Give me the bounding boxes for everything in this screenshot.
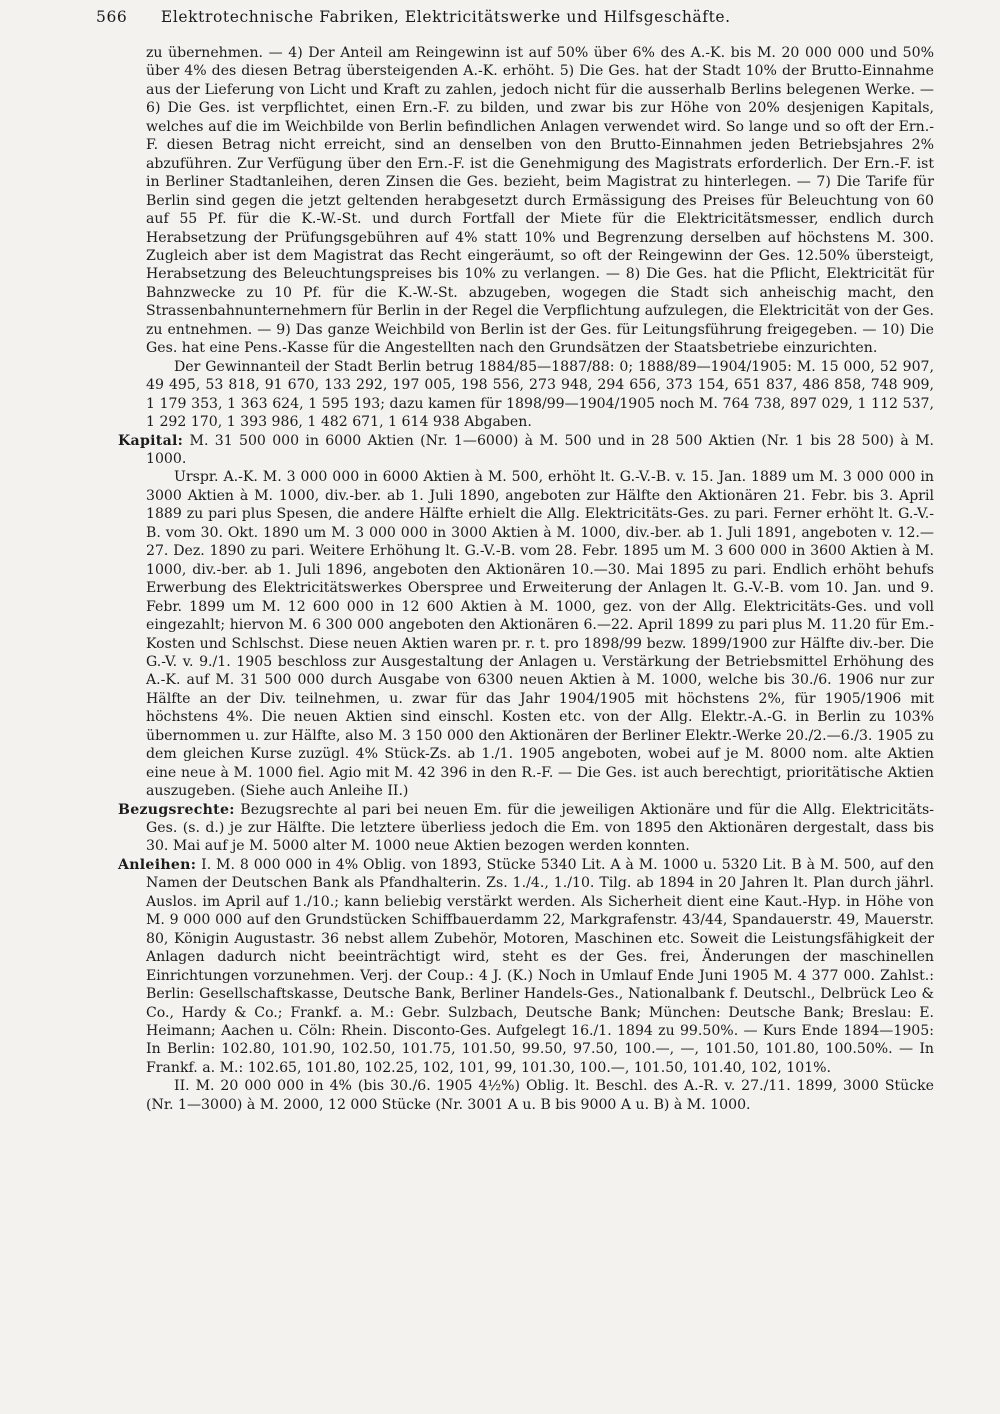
section-heading-bezugsrechte: Bezugsrechte: <box>118 801 235 818</box>
paragraph-text: Der Gewinnanteil der Stadt Berlin betrug 1884/85—1887/88: 0; 1888/89—1904/1905: M. 15 000, 52 907, 49 495, 53 818, 91 670, 133 292, 197 005, 198 556, 273 948, 294 656, 373 154, 651 837, 486 858, 748 909, 1 179 353, 1 363 624, 1 595 193; dazu kamen für 1898/99—1904/1905 noch M. 764 738, 897 029, 1 112 537, 1 292 170, 1 393 986, 1 482 671, 1 614 938 Abgaben. <box>146 358 934 431</box>
paragraph-anleihen <box>118 856 934 1077</box>
paragraph-bezugsrechte <box>118 801 934 856</box>
running-title: Elektrotechnische Fabriken, Elektricitätswerke und Hilfsgeschäfte. <box>160 8 731 26</box>
paragraph-text: I. M. 8 000 000 in 4% Oblig. von 1893, Stücke 5340 Lit. A à M. 1000 u. 5320 Lit. B à M. 500, auf den Namen der Deutschen Bank als Pfandhalterin. Zs. 1./4., 1./10. Tilg. ab 1894 in 20 Jahren lt. Plan durch jährl. Auslos. im April auf 1./10.; kann beliebig verstärkt werden. Als Sicherheit dient eine Kaut.-Hyp. in Höhe von M. 9 000 000 auf den Grundstücken Schiffbauerdamm 22, Markgrafenstr. 43/44, Spandauerstr. 49, Mauerstr. 80, Königin Augustastr. 36 nebst allem Zubehör, Motoren, Maschinen etc. Soweit die Leistungsfähigkeit der Anlagen dadurch nicht beeinträchtigt wird, steht es der Ges. frei, Änderungen der maschinellen Einrichtungen vorzunehmen. Verj. der Coup.: 4 J. (K.) Noch in Umlauf Ende Juni 1905 M. 4 377 000. Zahlst.: Berlin: Gesellschaftskasse, Deutsche Bank, Berliner Handels-Ges., Nationalbank f. Deutschl., Delbrück Leo & Co., Hardy & Co.; Frankf. a. M.: Gebr. Sulzbach, Deutsche Bank; München: Deutsche Bank; Breslau: E. Heimann; Aachen u. Cöln: Rhein. Disconto-Ges. Aufgelegt 16./1. 1894 zu 99.50%. — Kurs Ende 1894—1905: In Berlin: 102.80, 101.90, 102.50, 101.75, 101.50, 99.50, 97.50, 100.—, —, 101.50, 101.80, 100.50%. — In Frankf. a. M.: 102.65, 101.80, 102.25, 102, 101, 99, 101.30, 100.—, 101.50, 101.40, 102, 101%. <box>146 856 934 1076</box>
paragraph-text: II. M. 20 000 000 in 4% (bis 30./6. 1905 4½%) Oblig. lt. Beschl. des A.-R. v. 27./11. 1899, 3000 Stücke (Nr. 1—3000) à M. 2000, 12 000 Stücke (Nr. 3001 A u. B bis 9000 A u. B) à M. 1000. <box>146 1078 934 1113</box>
paragraph-capital-history <box>118 468 934 800</box>
text-body <box>118 44 934 1114</box>
running-header <box>96 8 976 26</box>
paragraph-text: zu übernehmen. — 4) Der Anteil am Reingewinn ist auf 50% über 6% des A.-K. bis M. 20 000 000 und 50% über 4% des diesen Betrag übersteigenden A.-K. erhöht. 5) Die Ges. hat der Stadt 10% der Brutto-Einnahme aus der Lieferung von Licht und Kraft zu zahlen, jedoch nicht für die ausserhalb Berlins belegenen Werke. — 6) Die Ges. ist verpflichtet, einen Ern.-F. zu bilden, und zwar bis zur Höhe von 20% desjenigen Kapitals, welches auf die im Weichbilde von Berlin befindlichen Anlagen verwendet wird. So lange und so oft der Ern.-F. diesen Betrag nicht erreicht, sind an denselben von den Brutto-Einnahmen jeden Betriebsjahres 2% abzuführen. Zur Verfügung über den Ern.-F. ist die Genehmigung des Magistrats erforderlich. Der Ern.-F. ist in Berliner Stadtanleihen, deren Zinsen die Ges. bezieht, beim Magistrat zu hinterlegen. — 7) Die Tarife für Berlin sind gegen die jetzt geltenden herabgesetzt durch Ermässigung des Preises für Beleuchtung von 60 auf 55 Pf. für die K.-W.-St. und durch Fortfall der Miete für die Elektricitätsmesser, endlich durch Herabsetzung der Prüfungsgebühren auf 4% statt 10% und Begrenzung derselben auf höchstens M. 300. Zugleich aber ist dem Magistrat das Recht eingeräumt, so oft der Reingewinn der Ges. 12.50% übersteigt, Herabsetzung des Beleuchtungspreises bis 10% zu verlangen. — 8) Die Ges. hat die Pflicht, Elektricität für Bahnzwecke zu 10 Pf. für die K.-W.-St. abzugeben, wogegen die Stadt sich anheischig macht, den Strassenbahnunternehmern für Berlin in der Regel die Verpflichtung aufzulegen, die Elektricität von der Ges. zu entnehmen. — 9) Das ganze Weichbild von Berlin ist der Ges. für Leitungsführung freigegeben. — 10) Die Ges. hat eine Pens.-Kasse für die Angestellten nach den Grundsätzen der Staatsbetriebe einzurichten. <box>146 45 934 357</box>
page-number: 566 <box>96 8 128 26</box>
paragraph-anleihe-ii <box>118 1077 934 1114</box>
section-heading-kapital: Kapital: <box>118 432 184 449</box>
paragraph-kapital <box>118 432 934 469</box>
section-heading-anleihen: Anleihen: <box>118 856 197 873</box>
paragraph-city-profit-share <box>118 358 934 432</box>
paragraph-text: M. 31 500 000 in 6000 Aktien (Nr. 1—6000) à M. 500 und in 28 500 Aktien (Nr. 1 bis 28 500) à M. 1000. <box>146 432 934 467</box>
paragraph-text: Urspr. A.-K. M. 3 000 000 in 6000 Aktien à M. 500, erhöht lt. G.-V.-B. v. 15. Jan. 1889 um M. 3 000 000 in 3000 Aktien à M. 1000, div.-ber. ab 1. Juli 1890, angeboten zur Hälfte den Aktionären 21. Febr. bis 3. April 1889 zu pari plus Spesen, die andere Hälfte erhielt die Allg. Elektricitäts-Ges. zu pari. Ferner erhöht lt. G.-V.-B. vom 30. Okt. 1890 um M. 3 000 000 in 3000 Aktien à M. 1000, div.-ber. ab 1. Juli 1891, angeboten v. 12.—27. Dez. 1890 zu pari. Weitere Erhöhung lt. G.-V.-B. vom 28. Febr. 1895 um M. 3 600 000 in 3600 Aktien à M. 1000, div.-ber. ab 1. Juli 1896, angeboten den Aktionären 10.—30. Mai 1895 zu pari. Endlich erhöht behufs Erwerbung des Elektricitätswerkes Oberspree und Erweiterung der Anlagen lt. G.-V.-B. vom 10. Jan. und 9. Febr. 1899 um M. 12 600 000 in 12 600 Aktien à M. 1000, gez. von der Allg. Elektricitäts-Ges. und voll eingezahlt; hiervon M. 6 300 000 angeboten den Aktionären 6.—22. April 1899 zu pari plus M. 11.20 für Em.-Kosten und Schlschst. Diese neuen Aktien waren pr. r. t. pro 1898/99 bezw. 1899/1900 zur Hälfte div.-ber. Die G.-V. v. 9./1. 1905 beschloss zur Ausgestaltung der Anlagen u. Verstärkung der Betriebsmittel Erhöhung des A.-K. auf M. 31 500 000 durch Ausgabe von 6300 neuen Aktien à M. 1000, welche bis 30./6. 1906 nur zur Hälfte an der Div. teilnehmen, u. zwar für das Jahr 1904/1905 mit höchstens 2%, für 1905/1906 mit höchstens 4%. Die neuen Aktien sind einschl. Kosten etc. von der Allg. Elektr.-A.-G. in Berlin zu 103% übernommen u. zur Hälfte, also M. 3 150 000 den Aktionären der Berliner Elektr.-Werke 20./2.—6./3. 1905 zu dem gleichen Kurse zuzügl. 4% Stück-Zs. ab 1./1. 1905 angeboten, wobei auf je M. 8000 nom. alte Aktien eine neue à M. 1000 fiel. Agio mit M. 42 396 in den R.-F. — Die Ges. ist auch berechtigt, prioritätische Aktien auszugeben. (Siehe auch Anleihe II.) <box>146 469 934 800</box>
paragraph-conditions <box>118 44 934 358</box>
paragraph-text: Bezugsrechte al pari bei neuen Em. für die jeweiligen Aktionäre und für die Allg. Elektricitäts-Ges. (s. d.) je zur Hälfte. Die letztere überliess jedoch die Em. von 1895 den Aktionären dergestalt, dass bis 30. Mai auf je M. 5000 alter M. 1000 neue Aktien bezogen werden konnten. <box>146 801 934 855</box>
